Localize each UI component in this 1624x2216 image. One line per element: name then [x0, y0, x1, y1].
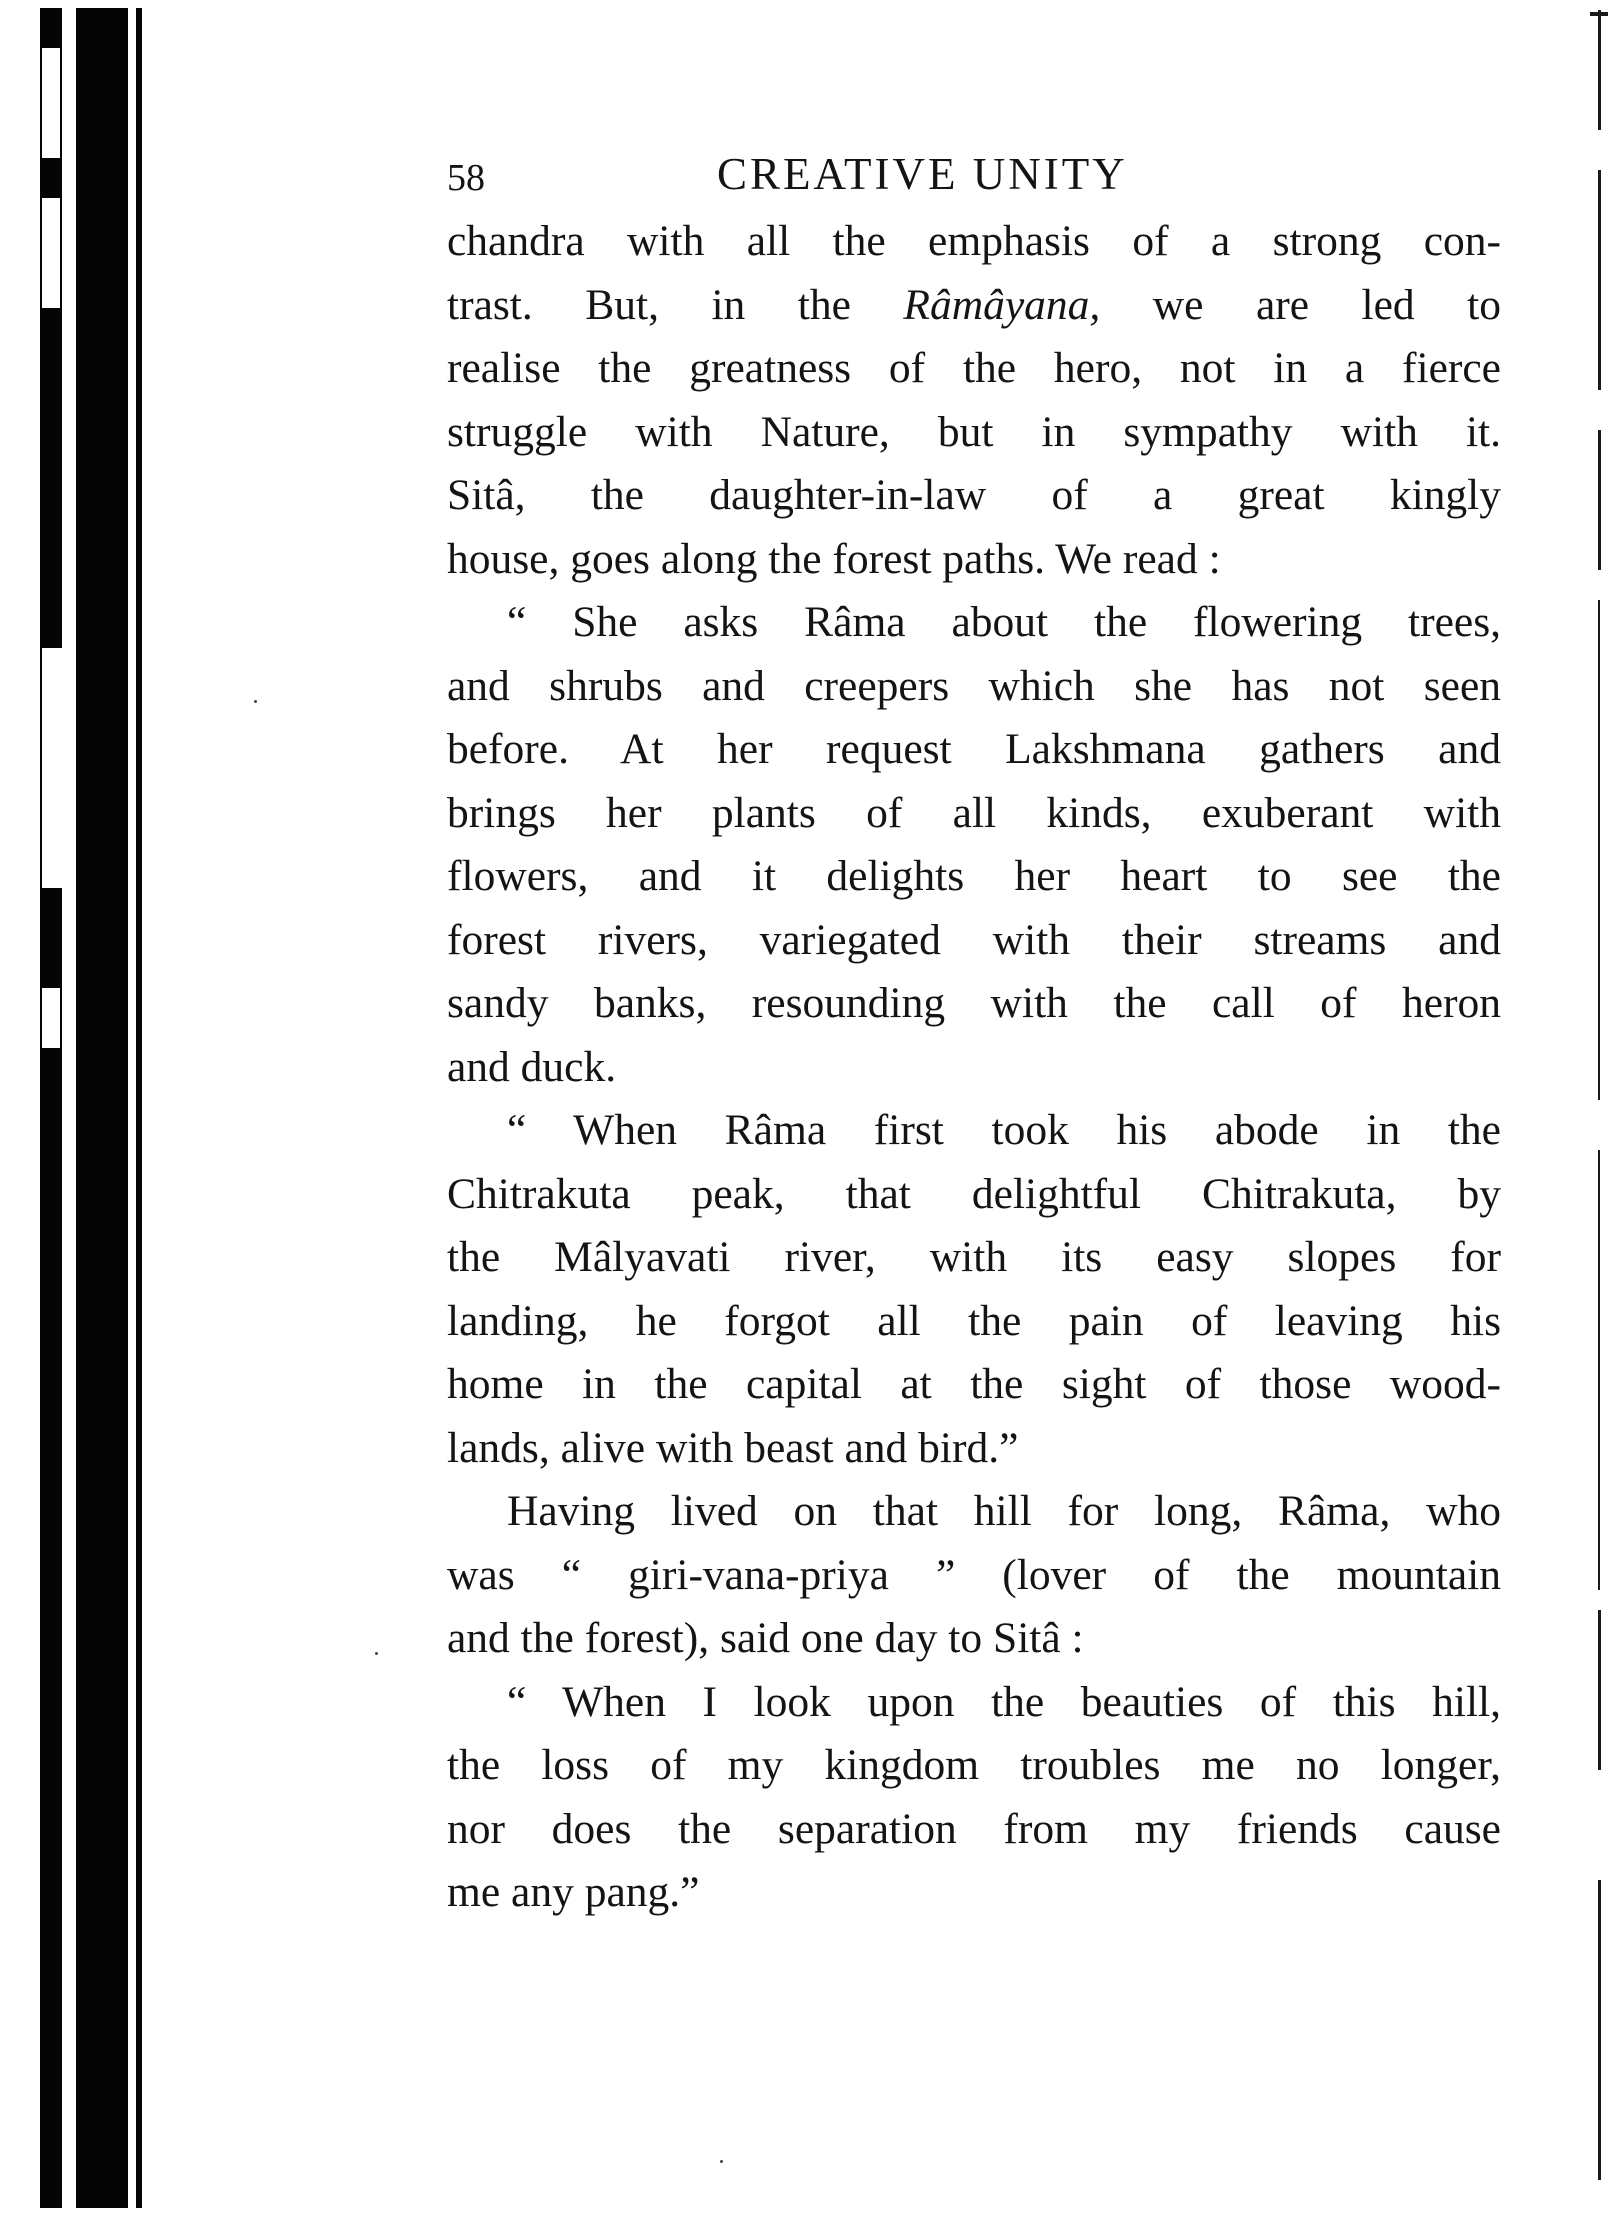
paragraph [447, 1480, 1501, 1671]
text-line: forest rivers, variegated with their streams and [447, 915, 1501, 964]
text-line: before. At her request Lakshmana gathers and [447, 725, 1501, 773]
italic-title: Râmâyana, [903, 280, 1101, 329]
page-edge-mark [1598, 1880, 1601, 2180]
text-line: flowers, and it delights her heart to see the [447, 852, 1501, 900]
text-line: was “ giri-vana-priya ” (lover of the mountain [447, 1550, 1501, 1599]
running-head [447, 148, 1501, 204]
text-line: lands, alive with beast and bird.” [447, 1423, 1019, 1472]
text-line: nor does the separation from my friends cause [447, 1804, 1501, 1853]
text-line: me any pang.” [447, 1868, 700, 1916]
page-number: 58 [447, 157, 485, 199]
book-title: CREATIVE UNITY [717, 149, 1128, 199]
text-line: the loss of my kingdom troubles me no longer, [447, 1741, 1501, 1789]
text-line: sandy banks, resounding with the call of heron [447, 979, 1501, 1027]
text-line: realise the greatness of the hero, not in a fierce [447, 344, 1501, 392]
text-line: Sitâ, the daughter-in-law of a great kingly [447, 471, 1501, 519]
quote-paragraph [447, 591, 1501, 1099]
page-edge-mark [1598, 430, 1601, 570]
text-line: “ When Râma first took his abode in the [507, 1106, 1501, 1154]
text-line: landing, he forgot all the pain of leaving his [447, 1296, 1501, 1345]
text-line: struggle with Nature, but in sympathy with it. [447, 407, 1501, 456]
text-line: and duck. [447, 1042, 617, 1091]
page-edge-mark [1598, 600, 1600, 1100]
text-line: and the forest), said one day to Sitâ : [447, 1614, 1084, 1662]
page-edge-mark [1598, 1610, 1601, 1770]
page-edge-mark [1598, 170, 1601, 390]
book-gutter-shadow [40, 8, 148, 2208]
text-line: “ She asks Râma about the flowering trees, [507, 598, 1501, 646]
text-line: home in the capital at the sight of those wood- [447, 1360, 1501, 1408]
text-segment: we are led to [1100, 280, 1501, 329]
quote-paragraph [447, 1671, 1501, 1925]
text-line: chandra with all the emphasis of a strong con- [447, 217, 1501, 265]
page-edge-mark [1598, 1150, 1600, 1590]
page-edge-mark [1598, 10, 1601, 130]
text-line: house, goes along the forest paths. We read : [447, 534, 1221, 583]
scan-speck [375, 1652, 378, 1655]
book-page [447, 148, 1501, 1925]
scan-speck [720, 2160, 723, 2163]
text-line: the Mâlyavati river, with its easy slopes for [447, 1233, 1501, 1281]
text-line [447, 274, 1501, 338]
text-segment: trast. But, in the [447, 280, 904, 329]
quote-paragraph [447, 1099, 1501, 1480]
text-line: and shrubs and creepers which she has not seen [447, 661, 1501, 710]
text-line: “ When I look upon the beauties of this hill, [507, 1677, 1501, 1726]
text-line: Chitrakuta peak, that delightful Chitrakuta, by [447, 1169, 1501, 1218]
body-text [447, 210, 1501, 1925]
paragraph [447, 210, 1501, 591]
text-line: Having lived on that hill for long, Râma, who [507, 1487, 1501, 1535]
text-line: brings her plants of all kinds, exuberant with [447, 788, 1501, 837]
scan-speck [254, 700, 257, 703]
